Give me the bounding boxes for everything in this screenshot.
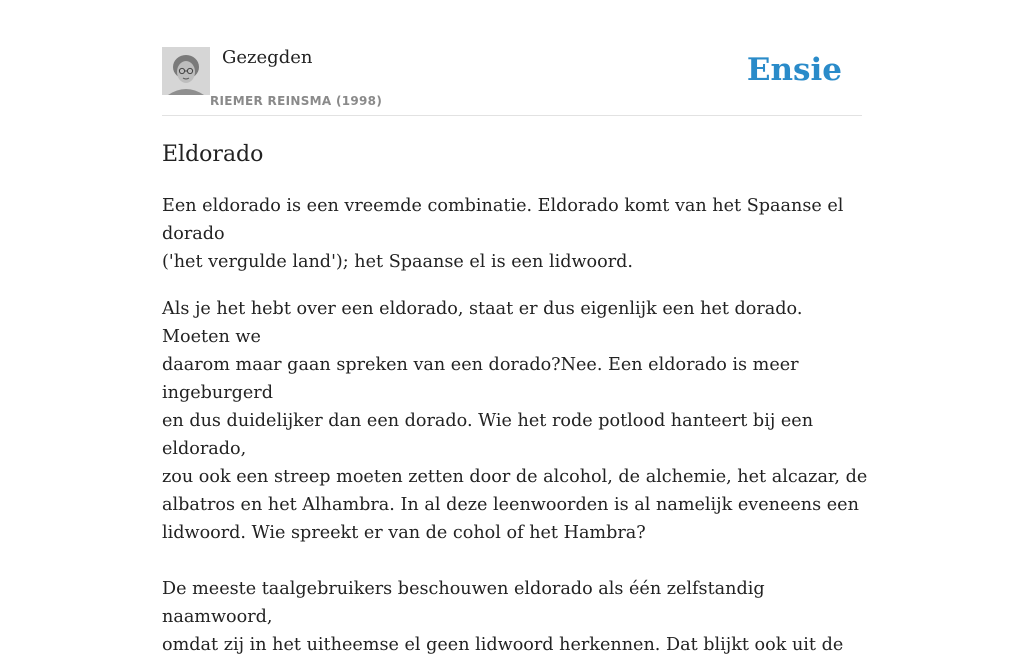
article-title: Eldorado <box>162 142 264 167</box>
author-name: RIEMER REINSMA (1998) <box>210 94 383 108</box>
collection-name[interactable]: Gezegden <box>222 47 313 68</box>
paragraph: De meeste taalgebruikers beschouwen eldorado als één zelfstandig naamwoord, omdat zij in het uitheemse el geen lidwoord herkennen. Dat blijkt ook uit de <box>162 579 844 655</box>
paragraph: Een eldorado is een vreemde combinatie. Eldorado komt van het Spaanse el dorado ('het vergulde land'); het Spaanse el is een lidwoord. <box>162 196 844 272</box>
header <box>162 0 862 116</box>
brand-logo[interactable]: Ensie <box>746 52 842 88</box>
article-body <box>162 192 868 659</box>
author-portrait-icon <box>162 47 210 95</box>
article-container <box>162 0 868 655</box>
author-avatar[interactable] <box>162 47 210 95</box>
paragraph: Als je het hebt over een eldorado, staat er dus eigenlijk een het dorado. Moeten we daarom maar gaan spreken van een dorado?Nee. Een eldorado is meer ingeburgerd en dus duidelijker dan een dorado. Wie het rode potlood hanteert bij een eldorado, zou ook een streep moeten zetten door de alcohol, de alchemie, het alcazar, de albatros en het Alhambra. In al deze leenwoorden is al namelijk eveneens een lidwoord. Wie spreekt er van de cohol of het Hambra? <box>162 299 868 543</box>
